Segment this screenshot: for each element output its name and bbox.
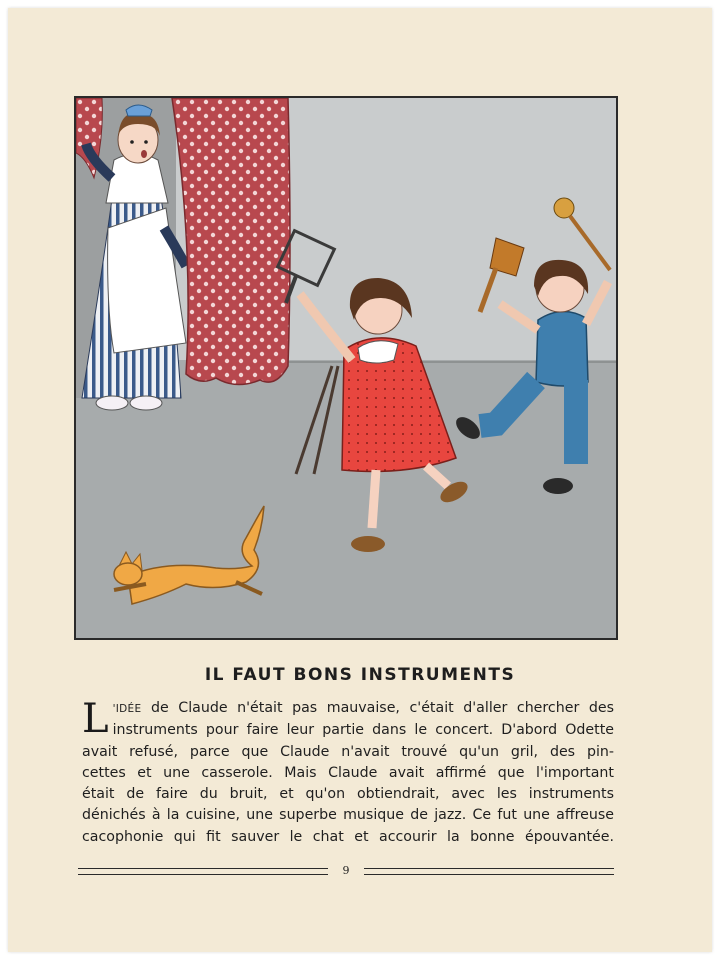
illustration-svg: [76, 98, 616, 638]
first-word-smallcaps: 'IDÉE: [112, 703, 142, 715]
folio-rule-right: [364, 868, 614, 875]
illustration: [74, 96, 618, 640]
page-number: 9: [342, 864, 350, 877]
folio: [78, 864, 614, 880]
story-text: [82, 698, 614, 848]
polka-dot-curtain: [172, 98, 290, 385]
page-title: IL FAUT BONS INSTRUMENTS: [204, 665, 516, 685]
text-line-5: était de faire du bruit, et qu'on obtiendrait, avec les instruments: [82, 786, 614, 803]
drop-cap: L: [82, 696, 109, 742]
text-line-3: avait refusé, parce que Claude n'avait trouvé qu'un gril, des pin-: [82, 743, 614, 760]
text-line-4: cettes et une casserole. Mais Claude avait affirmé que l'important: [82, 764, 614, 781]
text-line-7: cacophonie qui fit sauver le chat et accourir la bonne épouvantée.: [82, 828, 614, 845]
line-1-rest: de Claude n'était pas mauvaise, c'était d'aller chercher des: [141, 700, 614, 716]
text-line-6: dénichés à la cuisine, une superbe musique de jazz. Ce fut une affreuse: [82, 807, 614, 824]
text-line-1: [82, 698, 614, 720]
text-line-2: instruments pour faire leur partie dans le concert. D'abord Odette: [112, 722, 614, 739]
